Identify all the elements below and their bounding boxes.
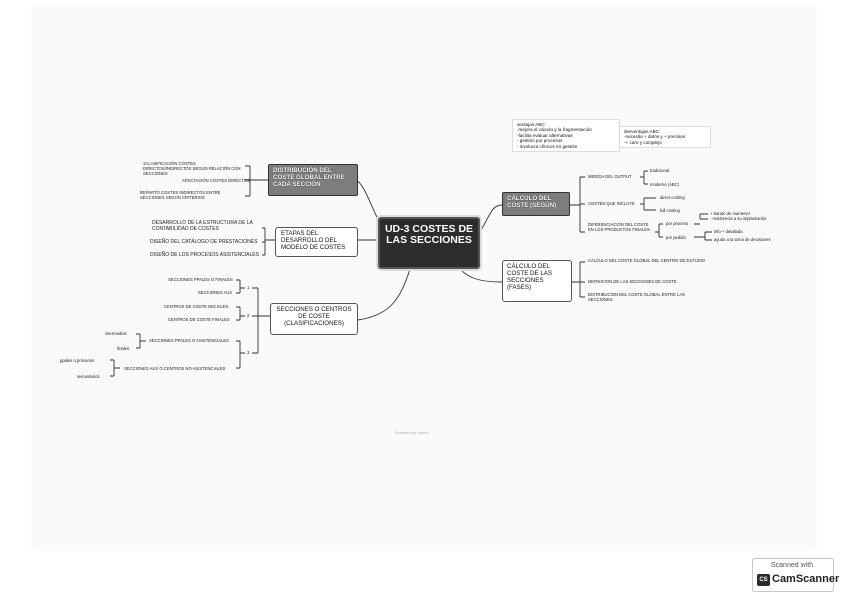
pedido-note: info + detallada — [714, 229, 743, 234]
costes-item[interactable]: full costing — [660, 208, 680, 213]
ventajas-item: -mejora el cálculo y la fragmentación — [517, 127, 592, 133]
ventajas-item: - involucra clínicos en gestión — [517, 143, 578, 149]
secciones-subitem[interactable]: ppales o primarios — [60, 358, 95, 363]
costes-incluye[interactable]: COSTES QUE INCLUYE — [588, 201, 635, 206]
secciones-group-number: 1 — [247, 285, 250, 290]
diferenciacion-label[interactable]: DIFERENCIACION DEL COSTE EN LOS PRODUCTOS FINALES — [588, 222, 650, 232]
ventajas-title: ventajas ABC: — [517, 122, 546, 127]
secciones-subitem[interactable]: intermedios — [105, 331, 127, 336]
medida-item[interactable]: tradicional — [650, 168, 670, 173]
scanned-with-text: Scanned with — [771, 562, 814, 569]
proceso-note: + barato de mantener — [710, 211, 751, 216]
camscanner-brand: CamScanner — [772, 573, 840, 585]
camscanner-logo-icon: CS — [757, 574, 770, 586]
pedido-note: ayuda a la toma de decisiones — [714, 237, 771, 242]
secciones-item[interactable]: CENTROS DE COSTE INICIALES — [164, 304, 229, 309]
proceso-note: - resistencia a su implantación — [710, 216, 767, 221]
secciones-item[interactable]: SECCIONES AUX O CENTROS NO ASISTENCIALES — [124, 366, 226, 371]
desventajas-item: -necesita + datos y + precisos — [624, 134, 686, 140]
etapas-item[interactable]: DESARROLLO DE LA ESTRUCTURA DE LA CONTABILIDAD DE COSTES — [152, 220, 253, 232]
secciones-item[interactable]: CENTROS DE COSTE FINALES — [168, 317, 230, 322]
desventajas-item: -+ caro y complejo — [624, 139, 662, 145]
por-pedido[interactable]: por pedido — [666, 235, 686, 240]
secciones-group-number: 3 — [247, 350, 250, 355]
distribucion-item[interactable]: REPARTO COSTES INDIRECTOS ENTRE SECCIONES SEGÚN CRITERIOS — [140, 190, 221, 200]
ventajas-item: - gestión por procesos — [517, 138, 563, 144]
ventajas-item: -facilita evaluar alternativas — [517, 132, 573, 138]
fases-item[interactable]: CÁLCULO DEL COSTE GLOBAL DEL CENTRO DE ESTUDIO — [588, 258, 706, 263]
secciones-item[interactable]: SECCIONES PPALES O ASISTENCIALES — [149, 338, 229, 343]
topic-calculo-fases[interactable] — [502, 260, 572, 302]
secciones-item[interactable]: SECCIONES AUX — [198, 290, 233, 295]
desventajas-title: desventajas ABC: — [624, 129, 661, 134]
calculo-segun-title: CÁLCULO DEL COSTE (SEGÚN) — [507, 195, 557, 209]
topic-distribucion[interactable] — [268, 164, 358, 196]
footer-watermark: Powered by Xmind — [395, 430, 429, 435]
topic-secciones[interactable] — [270, 303, 358, 335]
costes-item[interactable]: direct costing — [660, 195, 685, 200]
secciones-subitem[interactable]: finales — [117, 346, 130, 351]
link-calculo-segun — [480, 205, 502, 232]
medida-output[interactable]: MEDIDA DEL OUTPUT — [588, 174, 632, 179]
link-secciones — [358, 269, 410, 320]
link-calculo-fases — [460, 269, 502, 282]
fases-item[interactable]: DEFINICION DE LAS SECCIONES DE COSTE — [588, 279, 677, 284]
fases-item[interactable]: DISTRIBUCION DEL COSTE GLOBAL ENTRE LAS SECCIONES — [588, 292, 685, 302]
topic-calculo-segun[interactable] — [502, 192, 570, 216]
etapas-item[interactable]: DISEÑO DEL CATÁLOGO DE PRESTACIONES — [150, 239, 258, 245]
central-topic[interactable] — [378, 217, 480, 269]
camscanner-badge — [752, 558, 840, 592]
secciones-item[interactable]: SECCIONES PPALES O FINALES — [168, 277, 233, 282]
distribucion-title: DISTRIBUCIÓN DEL COSTE GLOBAL ENTRE CADA SECCIÓN — [273, 167, 345, 188]
distribucion-item[interactable]: 1CLASIFICACIÓN COSTES DIRECTOS/INDIRECTOS SEGÚN RELACIÓN CON SECCIONES — [143, 161, 241, 176]
ventajas-abc-note — [512, 119, 620, 152]
distribucion-item[interactable]: AFECTACIÓN COSTES DIRECTOS — [182, 178, 250, 183]
central-title: UD-3 COSTES DE LAS SECCIONES — [384, 223, 474, 246]
secciones-subitem[interactable]: secundarios — [77, 374, 100, 379]
secciones-title: SECCIONES O CENTROS DE COSTE (CLASIFICACIONES) — [276, 306, 352, 327]
desventajas-abc-note — [619, 126, 711, 148]
secciones-group-number: 2 — [247, 313, 250, 318]
etapas-title: ETAPAS DEL DESARROLLO DEL MODELO DE COSTES — [281, 230, 346, 251]
calculo-fases-title: CÁLCULO DEL COSTE DE LAS SECCIONES (FASES) — [507, 263, 553, 291]
link-distribucion — [356, 180, 380, 223]
etapas-item[interactable]: DISEÑO DE LOS PROCESOS ASISTENCIALES — [150, 252, 259, 258]
medida-item[interactable]: moderno (ABC) — [650, 182, 680, 187]
por-proceso[interactable]: por proceso — [666, 221, 689, 226]
topic-etapas[interactable] — [275, 227, 358, 257]
